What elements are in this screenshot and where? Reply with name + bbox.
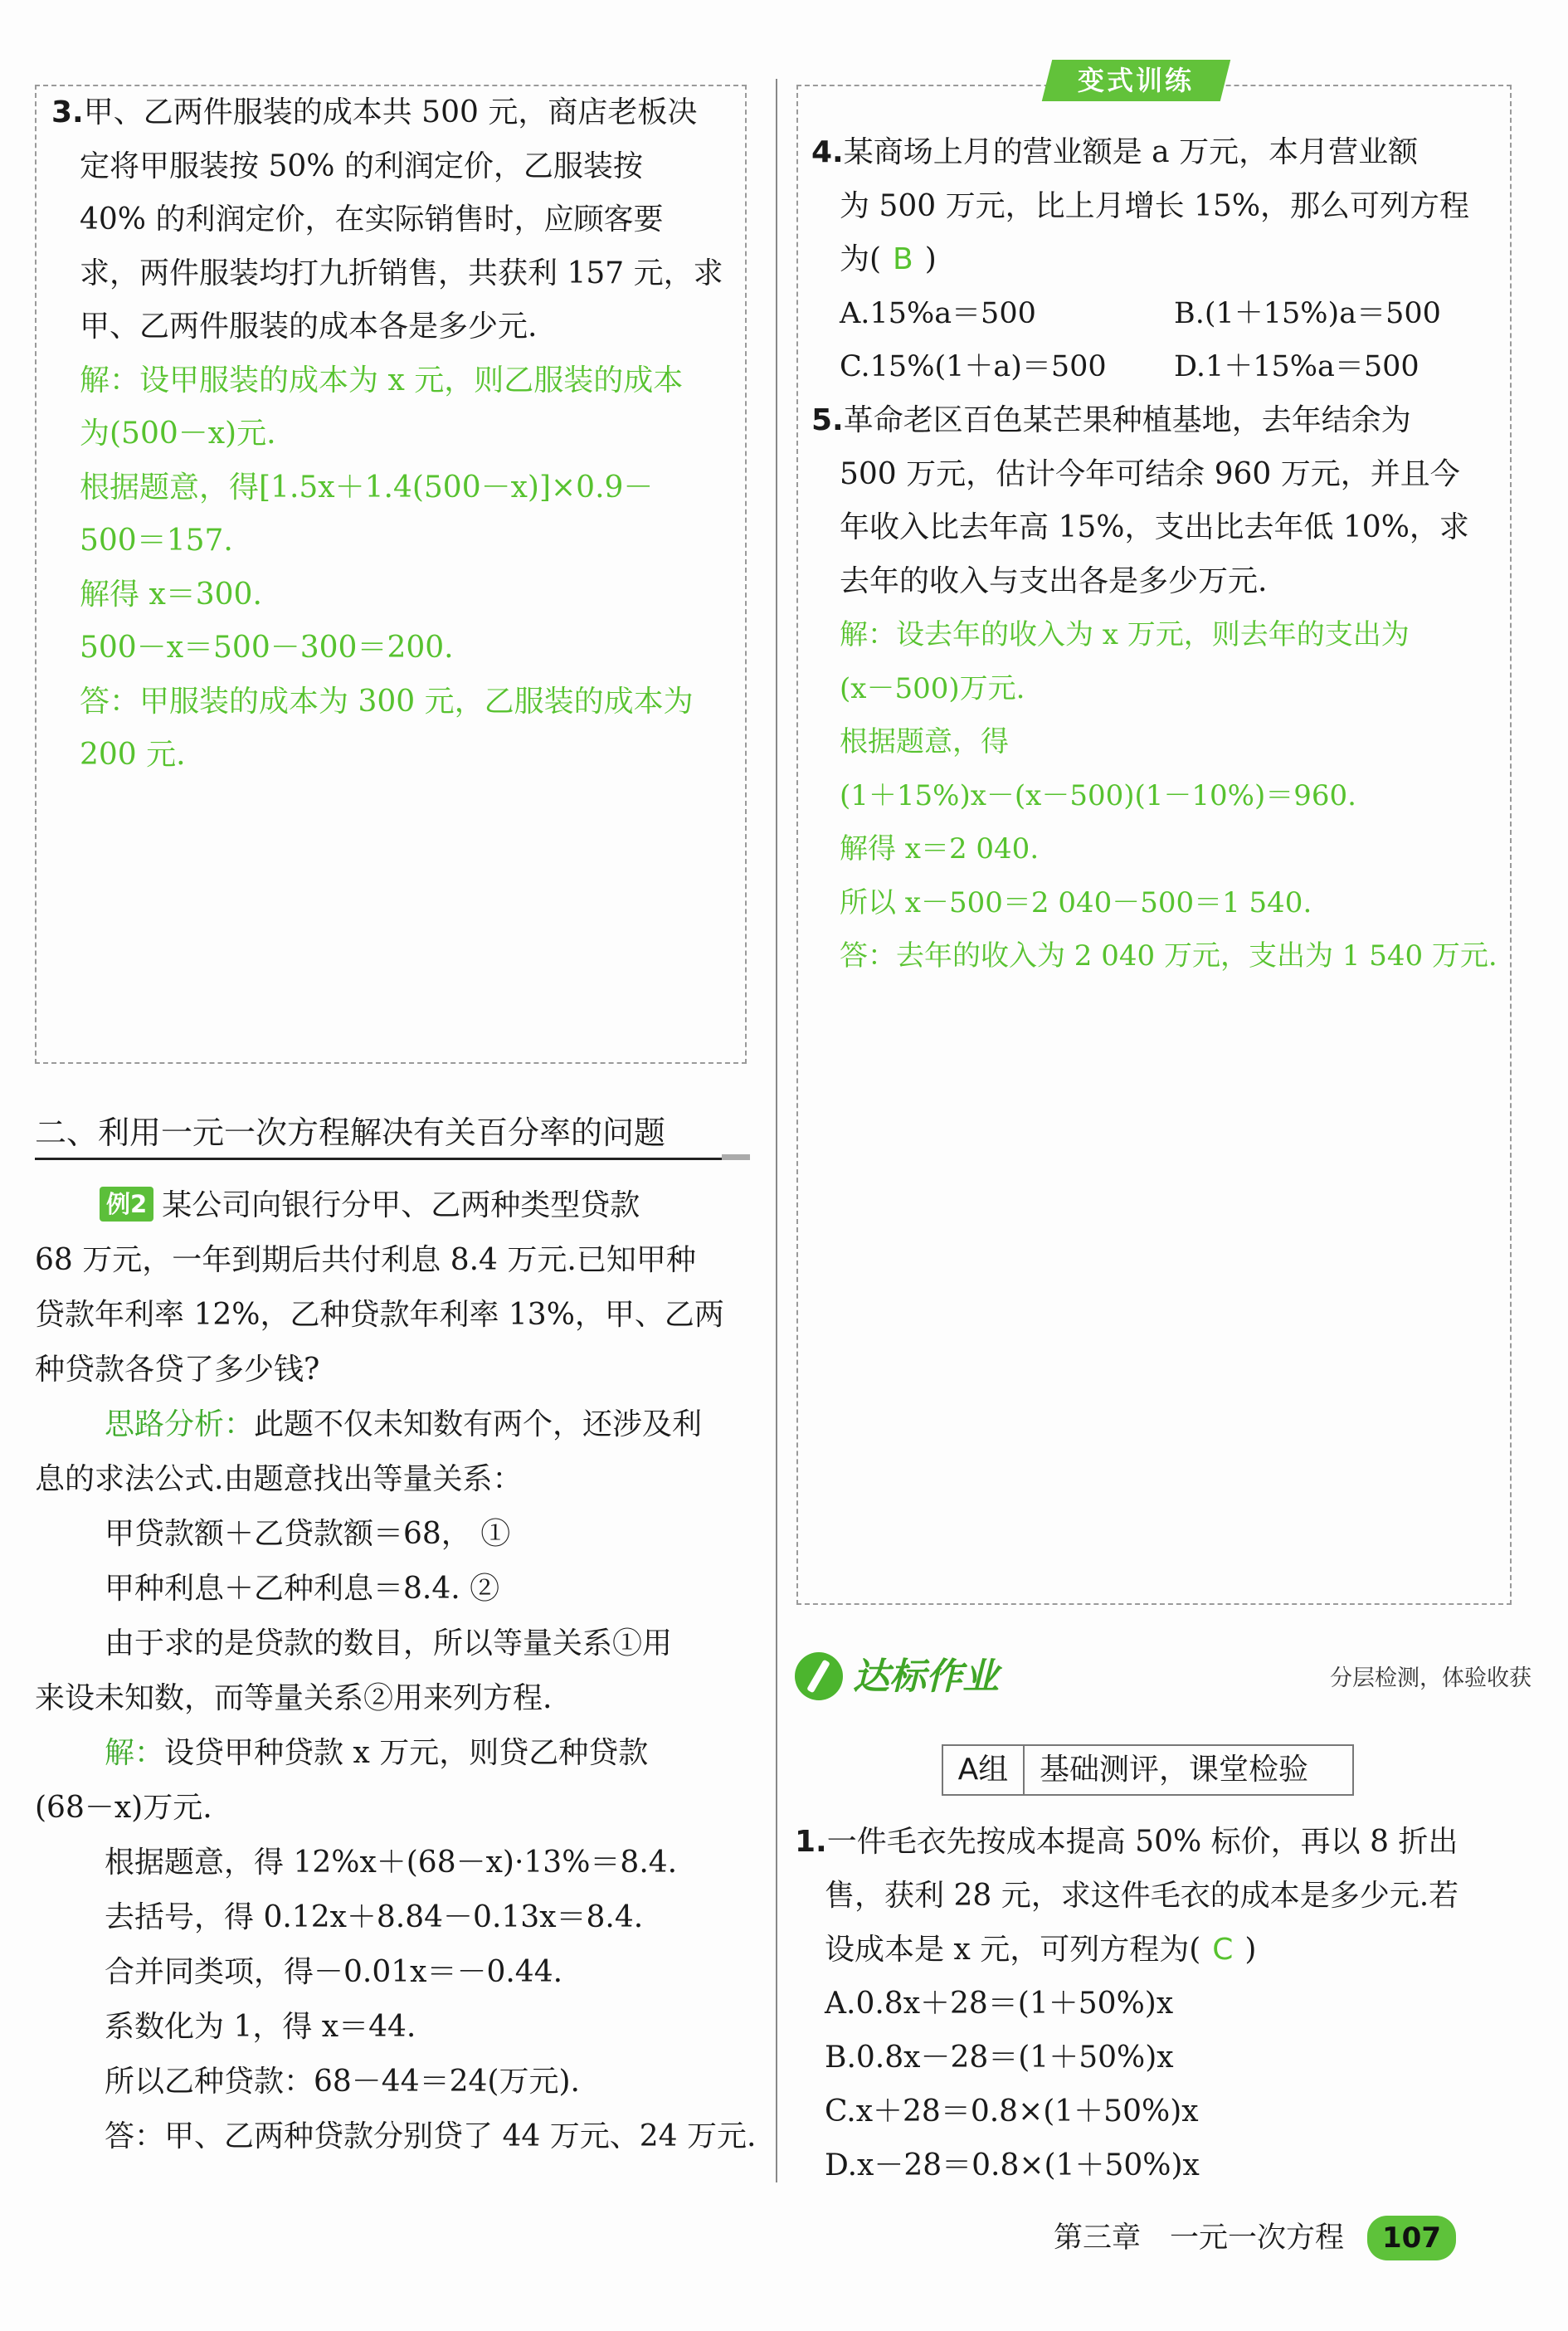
answer-choice: B: [893, 242, 913, 276]
solution-line: 去括号，得 0.12x＋8.84－0.13x＝8.4.: [105, 1900, 644, 1934]
solution-line: 所以乙种贷款：68－44＝24(万元).: [105, 2065, 580, 2099]
problem-text-line: 甲、乙两件服装的成本共 500 元，商店老板决: [83, 95, 698, 129]
group-name: A组: [943, 1746, 1025, 1794]
options-row: [811, 287, 1508, 341]
solution-line: 500＝157.: [80, 524, 233, 558]
solution-line: 合并同类项，得－0.01x＝－0.44.: [105, 1955, 563, 1989]
solution-line: 解：设去年的收入为 x 万元，则去年的支出为: [840, 618, 1410, 651]
solution-line: 答：去年的收入为 2 040 万元，支出为 1 540 万元.: [840, 939, 1497, 973]
option-b: B.(1＋15%)a＝500: [1174, 296, 1441, 330]
variant-training-tag: 变式训练: [1042, 60, 1230, 101]
solution: [51, 354, 740, 783]
problem-text-line: 年收入比去年高 15%，支出比去年低 10%，求: [840, 510, 1469, 544]
solution-line: 解得 x＝300.: [80, 577, 262, 612]
problem-text-line: 求，两件服装均打九折销售，共获利 157 元，求: [80, 256, 723, 290]
option-d: D.x－28＝0.8×(1＋50%)x: [825, 2148, 1200, 2182]
problem-text-line: 为 500 万元，比上月增长 15%，那么可列方程: [840, 188, 1470, 223]
section-title: 二、利用一元一次方程解决有关百分率的问题: [35, 1108, 750, 1160]
problem-text-line: 某商场上月的营业额是 a 万元，本月营业额: [843, 135, 1419, 169]
solution: [811, 608, 1508, 983]
solution-line: 根据题意，得 12%x＋(68－x)·13%＝8.4.: [105, 1846, 678, 1880]
analysis-line: 甲种利息＋乙种利息＝8.4. ②: [105, 1572, 500, 1606]
problem-4: [811, 126, 1508, 394]
problem-number: 1.: [795, 1825, 827, 1859]
solution-line: 500－x＝500－300＝200.: [80, 631, 454, 665]
analysis-line: 甲贷款额＋乙贷款额＝68， ①: [105, 1517, 511, 1551]
solution-line: 设贷甲种贷款 x 万元，则贷乙种贷款: [164, 1736, 649, 1770]
problem-text-line: 40% 的利润定价，在实际销售时，应顾客要: [80, 202, 664, 237]
example-text-line: 某公司向银行分甲、乙两种类型贷款: [162, 1188, 640, 1222]
problem-text-line: 革命老区百色某芒果种植基地，去年结余为: [843, 403, 1411, 437]
problem-text-line: 去年的收入与支出各是多少万元.: [840, 563, 1268, 598]
problem-text-line: 一件毛衣先按成本提高 50% 标价，再以 8 折出: [826, 1825, 1458, 1859]
homework-subtitle: 分层检测，体验收获: [1330, 1665, 1531, 1691]
homework-title: 达标作业: [853, 1656, 999, 1698]
option-c: C.15%(1＋a)＝500: [840, 350, 1107, 383]
example-text-line: 贷款年利率 12%，乙种贷款年利率 13%，甲、乙两: [35, 1298, 724, 1332]
problem-text-line: 甲、乙两件服装的成本各是多少元.: [80, 310, 538, 344]
analysis-label: 思路分析：: [105, 1407, 255, 1441]
column-divider: [776, 79, 777, 2182]
example-2: [35, 1178, 757, 2164]
answer-prompt: 设成本是 x 元，可列方程为(: [825, 1933, 1201, 1967]
homework-header: [795, 1647, 1541, 1707]
answer-close: ): [1244, 1933, 1257, 1967]
options-row: [811, 340, 1508, 394]
answer-close: ): [924, 242, 937, 276]
pencil-icon: [795, 1652, 843, 1700]
solution-label: 解：: [105, 1736, 165, 1770]
problem-number: 3.: [51, 95, 84, 129]
answer-choice: C: [1212, 1933, 1234, 1967]
option-c: C.x＋28＝0.8×(1＋50%)x: [825, 2094, 1199, 2129]
solution-line: 根据题意，得: [840, 725, 1009, 758]
solution-line: 答：甲、乙两种贷款分别贷了 44 万元、24 万元.: [105, 2119, 757, 2153]
group-a-label: [942, 1744, 1354, 1796]
analysis-line: 息的求法公式.由题意找出等量关系：: [35, 1462, 523, 1496]
analysis-line: 由于求的是贷款的数目，所以等量关系①用: [105, 1626, 673, 1660]
solution-line: 为(500－x)元.: [80, 417, 276, 451]
problem-number: 4.: [811, 135, 844, 169]
answer-prompt: 为(: [840, 242, 882, 276]
option-a: A.0.8x＋28＝(1＋50%)x: [825, 1987, 1174, 2021]
problem-number: 5.: [811, 403, 844, 437]
problem-5: [811, 394, 1508, 983]
group-description: 基础测评，课堂检验: [1040, 1753, 1309, 1787]
solution-line: (68－x)万元.: [35, 1791, 212, 1825]
page-footer: [1054, 2216, 1456, 2260]
option-d: D.1＋15%a＝500: [1174, 350, 1419, 383]
solution-line: 解得 x＝2 040.: [840, 832, 1040, 866]
problem-text-line: 定将甲服装按 50% 的利润定价，乙服装按: [80, 149, 643, 183]
problem-text-line: 500 万元，估计今年可结余 960 万元，并且今: [840, 456, 1460, 491]
solution-line: 200 元.: [80, 738, 186, 772]
solution-line: 根据题意，得[1.5x＋1.4(500－x)]×0.9－: [80, 470, 654, 505]
problem-text-line: 售，获利 28 元，求这件毛衣的成本是多少元.若: [825, 1879, 1459, 1913]
page-number: 107: [1367, 2216, 1456, 2260]
solution-line: 所以 x－500＝2 040－500＝1 540.: [840, 885, 1312, 919]
example-badge: 例2: [100, 1187, 153, 1222]
solution-line: 系数化为 1，得 x＝44.: [105, 2010, 416, 2044]
analysis-line: 来设未知数，而等量关系②用来列方程.: [35, 1681, 553, 1715]
solution-line: 解：设甲服装的成本为 x 元，则乙服装的成本: [80, 363, 684, 397]
chapter-title: 第三章 一元一次方程: [1054, 2221, 1345, 2255]
example-text-line: 68 万元，一年到期后共付利息 8.4 万元.已知甲种: [35, 1243, 696, 1277]
solution-line: 答：甲服装的成本为 300 元，乙服装的成本为: [80, 684, 694, 719]
example-text-line: 种贷款各贷了多少钱?: [35, 1353, 320, 1387]
problem-3: [51, 86, 740, 783]
option-b: B.0.8x－28＝(1＋50%)x: [825, 2041, 1174, 2075]
analysis-line: 此题不仅未知数有两个，还涉及利: [254, 1407, 703, 1441]
solution-line: (x－500)万元.: [840, 671, 1025, 705]
option-a: A.15%a＝500: [840, 296, 1036, 330]
solution-line: (1＋15%)x－(x－500)(1－10%)＝960.: [840, 778, 1356, 812]
homework-problem-1: [795, 1815, 1525, 2192]
